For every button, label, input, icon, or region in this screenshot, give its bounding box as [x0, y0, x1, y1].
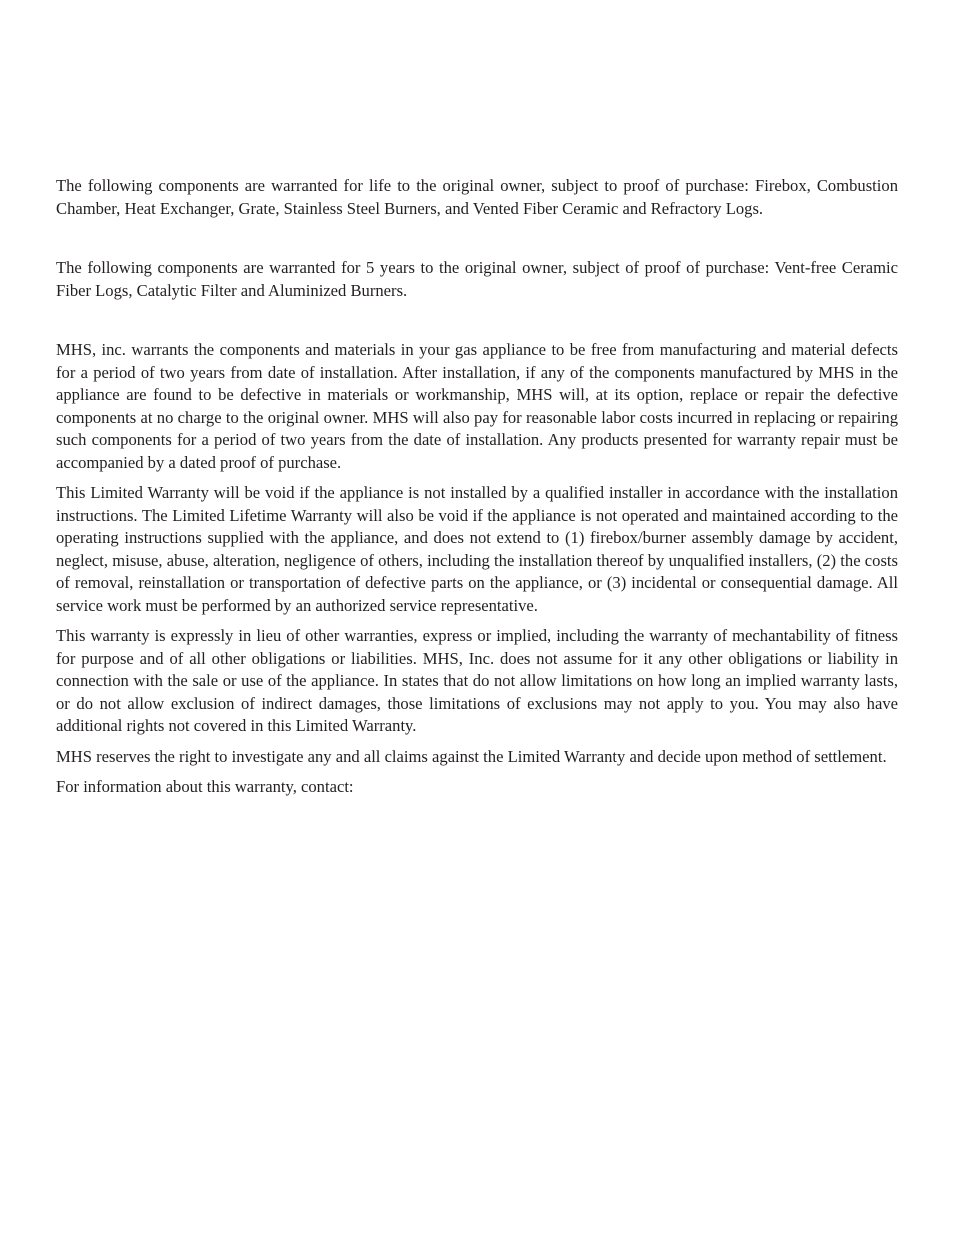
- claims-settlement-paragraph: MHS reserves the right to investigate any and all claims against the Limited Warranty and decide upon method of settlement.: [56, 746, 887, 766]
- two-year-warranty-paragraph: MHS, inc. warrants the components and materials in your gas appliance to be free from manufacturing and material defects for a period of two years from date of installation. After installation, if any of the components manufactured by MHS in the appliance are found to be defective in materials or workmanship, MHS will, at its option, replace or repair the defective components at no charge to the original owner. MHS will also pay for reasonable labor costs incurred in replacing or repairing such components for a period of two years from the date of installation. Any products presented for warranty repair must be accompanied by a dated proof of purchase.: [56, 340, 898, 472]
- five-year-warranty-paragraph: The following components are warranted for 5 years to the original owner, subject of proof of purchase: Vent-free Ceramic Fiber Logs, Catalytic Filter and Aluminized Burners.: [56, 258, 898, 300]
- warranty-void-paragraph: This Limited Warranty will be void if the appliance is not installed by a qualified installer in accordance with the installation instructions. The Limited Lifetime Warranty will also be void if the appliance is not operated and maintained according to the operating instructions supplied with the appliance, and does not extend to (1) firebox/burner assembly damage by accident, neglect, misuse, abuse, alteration, negligence of others, including the installation thereof by unqualified installers, (2) the costs of removal, reinstallation or transportation of defective parts on the appliance, or (3) incidental or consequential damage. All service work must be performed by an authorized service representative.: [56, 483, 898, 615]
- lifetime-warranty-paragraph: The following components are warranted for life to the original owner, subject to proof of purchase: Firebox, Combustion Chamber, Heat Exchanger, Grate, Stainless Steel Burners, and Vented Fiber Ceramic and Refractory Logs.: [56, 176, 898, 218]
- warranty-body: [56, 175, 898, 799]
- warranty-in-lieu-paragraph: This warranty is expressly in lieu of other warranties, express or implied, including the warranty of mechantability of fitness for purpose and of all other obligations or liabilities. MHS, Inc. does not assume for it any other obligations or liability in connection with the sale or use of the appliance. In states that do not allow limitations on how long an implied warranty lasts, or do not allow exclusion of indirect damages, those limitations of exclusions may not apply to you. You may also have additional rights not covered in this Limited Warranty.: [56, 626, 898, 735]
- contact-paragraph: For information about this warranty, contact:: [56, 777, 354, 796]
